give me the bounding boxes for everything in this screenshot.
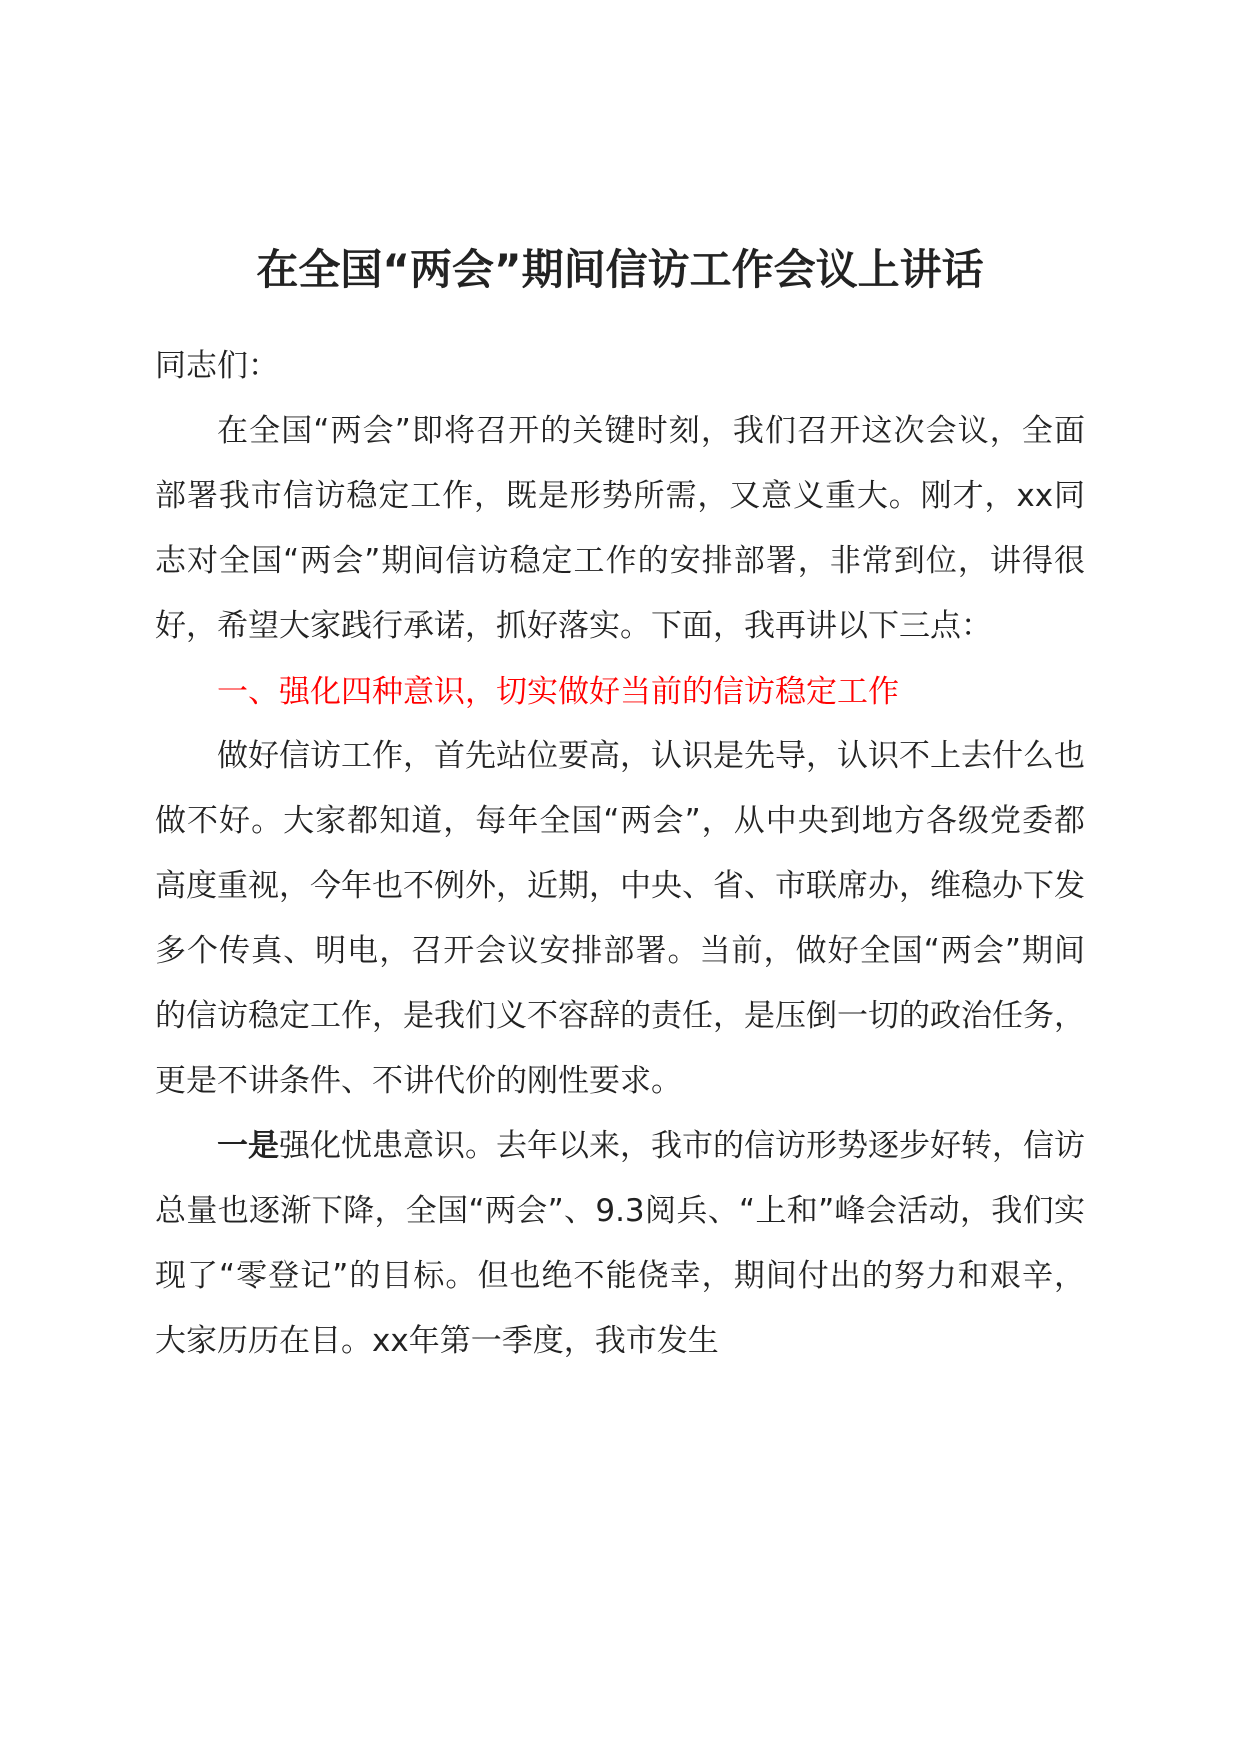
section-heading-1: 一、强化四种意识，切实做好当前的信访稳定工作	[217, 674, 899, 709]
document-body	[155, 334, 1085, 1374]
point-1-paragraph	[155, 1114, 1085, 1374]
document-title: 在全国“两会”期间信访工作会议上讲话	[256, 245, 984, 294]
point-1-text: 强化忧患意识。去年以来，我市的信访形势逐步好转，信访总量也逐渐下降，全国“两会”、9.3阅兵、“上和”峰会活动，我们实现了“零登记”的目标。但也绝不能侥幸，期间付出的努力和艰辛，大家历历在目。xx年第一季度，我市发生	[155, 1128, 1085, 1359]
intro-paragraph: 在全国“两会”即将召开的关键时刻，我们召开这次会议，全面部署我市信访稳定工作，既是形势所需，又意义重大。刚才，xx同志对全国“两会”期间信访稳定工作的安排部署，非常到位，讲得很好，希望大家践行承诺，抓好落实。下面，我再讲以下三点：	[155, 413, 1085, 644]
point-1-lead: 一是	[217, 1128, 279, 1164]
salutation: 同志们：	[155, 348, 279, 384]
section-1-paragraph: 做好信访工作，首先站位要高，认识是先导，认识不上去什么也做不好。大家都知道，每年全国“两会”，从中央到地方各级党委都高度重视，今年也不例外，近期，中央、省、市联席办，维稳办下发多个传真、明电，召开会议安排部署。当前，做好全国“两会”期间的信访稳定工作，是我们义不容辞的责任，是压倒一切的政治任务，更是不讲条件、不讲代价的刚性要求。	[155, 738, 1085, 1099]
